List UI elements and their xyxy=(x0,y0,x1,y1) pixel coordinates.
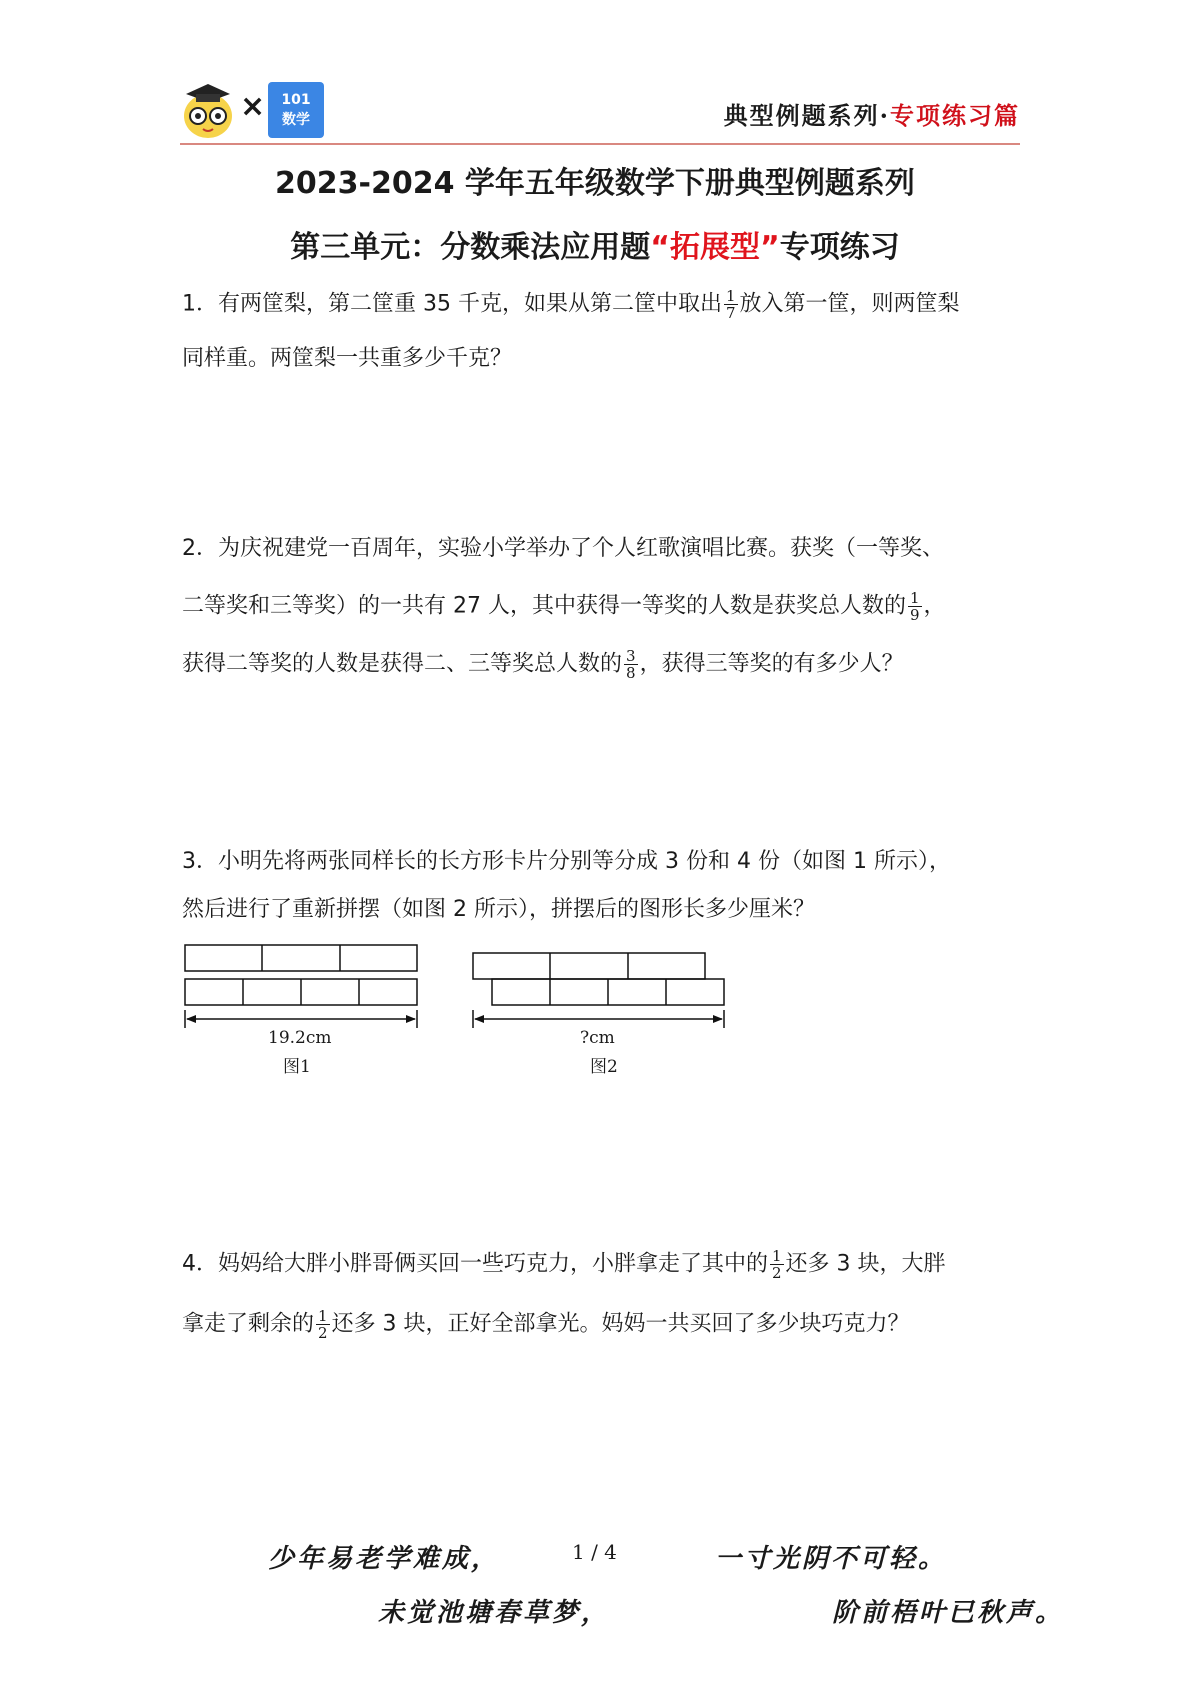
logo-101-line1: 101 xyxy=(281,92,311,108)
question-1-line-2: 同样重。两筐梨一共重多少千克？ xyxy=(182,346,513,371)
fraction-3-8 xyxy=(624,648,638,681)
page-subtitle xyxy=(0,222,1190,266)
page-number: 1 / 4 xyxy=(572,1540,617,1564)
question-3-line-1: 3．小明先将两张同样长的长方形卡片分别等分成 3 份和 4 份（如图 1 所示）， xyxy=(182,849,951,874)
series-title-red: 专项练习篇 xyxy=(890,101,1020,130)
fraction-denominator: 8 xyxy=(626,664,636,682)
subtitle-prefix: 第三单元：分数乘法应用题 xyxy=(290,230,651,265)
times-sign: × xyxy=(240,89,266,124)
figure-1-measure: 19.2cm xyxy=(268,1028,332,1048)
fraction-1-9 xyxy=(908,590,922,623)
subtitle-suffix: 专项练习 xyxy=(779,230,900,265)
fraction-denominator: 2 xyxy=(772,1264,782,1282)
fig2-card-thirds xyxy=(473,953,705,979)
fraction-numerator: 1 xyxy=(909,589,920,607)
question-4-text-d: 还多 3 块，正好全部拿光。妈妈一共买回了多少块巧克力？ xyxy=(331,1311,910,1337)
footer-poem-line-4: 阶前梧叶已秋声。 xyxy=(832,1598,1065,1628)
question-4-line-1 xyxy=(182,1248,1022,1281)
footer-poem-line-2: 一寸光阴不可轻。 xyxy=(715,1544,948,1574)
series-title-black: 典型例题系列· xyxy=(723,101,890,130)
fraction-denominator: 7 xyxy=(725,304,736,322)
fig1-card-thirds xyxy=(185,945,417,971)
question-2-line-1: 2．为庆祝建党一百周年，实验小学举办了个人红歌演唱比赛。获奖（一等奖、 xyxy=(182,536,944,561)
fraction-numerator: 1 xyxy=(318,1307,328,1325)
question-4-text-a: 4．妈妈给大胖小胖哥俩买回一些巧克力，小胖拿走了其中的 xyxy=(182,1251,768,1277)
figure-2-caption: 图2 xyxy=(590,1057,618,1077)
fraction-1-2-second xyxy=(316,1308,330,1341)
footer-poem-line-3: 未觉池塘春草梦， xyxy=(378,1598,611,1628)
question-2-text-b: ， xyxy=(923,593,946,619)
fraction-numerator: 1 xyxy=(772,1247,782,1265)
series-title xyxy=(724,96,1020,131)
fraction-numerator: 1 xyxy=(725,287,736,305)
question-2-line-2 xyxy=(182,590,1022,623)
header-divider xyxy=(180,143,1020,145)
question-1-text-b: 放入第一筐，则两筐梨 xyxy=(739,291,960,317)
figure-1-caption: 图1 xyxy=(283,1057,311,1077)
question-1-text-a: 1．有两筐梨，第二筐重 35 千克，如果从第二筐中取出 xyxy=(182,291,722,317)
question-4-text-b: 还多 3 块，大胖 xyxy=(785,1251,946,1277)
logo-101-math xyxy=(268,82,324,138)
question-2-text-d: ，获得三等奖的有多少人？ xyxy=(639,651,904,677)
fraction-1-2 xyxy=(770,1248,784,1281)
page-title: 2023-2024 学年五年级数学下册典型例题系列 xyxy=(275,166,915,201)
question-2-line-3 xyxy=(182,648,1022,681)
question-4-text-c: 拿走了剩余的 xyxy=(182,1311,315,1337)
question-2-text-a: 二等奖和三等奖）的一共有 27 人，其中获得一等奖的人数是获奖总人数的 xyxy=(182,593,906,619)
fraction-denominator: 9 xyxy=(909,606,920,624)
owl-logo-icon xyxy=(180,80,236,140)
logo-101-line2: 数学 xyxy=(282,112,310,128)
subtitle-highlight: “拓展型” xyxy=(650,230,780,265)
fraction-numerator: 3 xyxy=(626,647,636,665)
question-2-text-c: 获得二等奖的人数是获得二、三等奖总人数的 xyxy=(182,651,623,677)
figure-2-measure: ?cm xyxy=(580,1028,615,1048)
question-3-line-2: 然后进行了重新拼摆（如图 2 所示），拼摆后的图形长多少厘米？ xyxy=(182,897,815,922)
fraction-1-7 xyxy=(724,288,738,321)
fraction-denominator: 2 xyxy=(318,1324,328,1342)
footer-poem-line-1: 少年易老学难成， xyxy=(268,1544,501,1574)
question-4-line-2 xyxy=(182,1308,1022,1341)
question-1-line-1 xyxy=(182,288,1022,321)
